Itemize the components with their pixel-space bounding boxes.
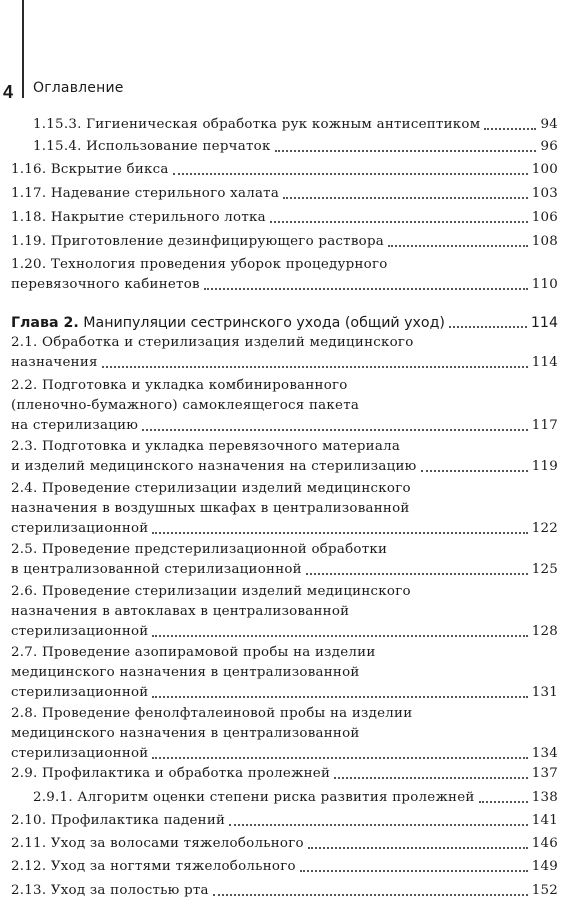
dot-leader — [421, 470, 528, 472]
toc-entry[interactable] — [11, 622, 558, 642]
dot-leader — [152, 696, 527, 698]
toc-entry[interactable] — [11, 764, 558, 784]
toc-entry[interactable] — [11, 811, 558, 831]
toc-entry-line: 2.5. Проведение предстерилизационной обработки — [11, 542, 388, 557]
toc-entry-title: 1.15.3. Гигиеническая обработка рук кожным антисептиком — [33, 117, 481, 132]
toc-entry-line: 2.4. Проведение стерилизации изделий медицинского — [11, 481, 411, 496]
toc-chapter[interactable] — [11, 313, 558, 333]
toc-entry-line: медицинского назначения в централизованной — [11, 665, 360, 680]
dot-leader — [300, 870, 528, 872]
toc-page-number: 138 — [531, 790, 558, 805]
toc-page-number: 128 — [531, 624, 558, 639]
toc-entry-title: стерилизационной — [11, 685, 149, 700]
dot-leader — [275, 150, 537, 152]
dot-leader — [388, 245, 528, 247]
toc-entry-title: 2.13. Уход за полостью рта — [11, 883, 209, 898]
toc-entry-title: 2.10. Профилактика падений — [11, 813, 226, 828]
dot-leader — [334, 777, 528, 779]
toc-entry[interactable] — [11, 834, 558, 854]
dot-leader — [152, 757, 527, 759]
dot-leader — [102, 366, 528, 368]
dot-leader — [173, 173, 528, 175]
toc-page-number: 96 — [540, 139, 558, 154]
dot-leader — [484, 128, 536, 130]
chapter-label: Глава 2. — [11, 315, 79, 331]
dot-leader — [449, 326, 527, 328]
toc-entry-title — [11, 313, 445, 333]
toc-page-number: 106 — [531, 210, 558, 225]
toc-entry[interactable] — [11, 232, 558, 252]
chapter-title: Манипуляции сестринского ухода (общий уход) — [78, 315, 445, 331]
toc-entry-line: назначения в воздушных шкафах в централизованной — [11, 501, 410, 516]
toc-page-number: 137 — [531, 766, 558, 781]
toc-entry-title: стерилизационной — [11, 521, 149, 536]
toc-page-number: 122 — [531, 521, 558, 536]
toc-entry-line: 2.8. Проведение фенолфталеиновой пробы на изделии — [11, 706, 413, 721]
toc-entry[interactable] — [11, 857, 558, 877]
toc-entry-title: назначения — [11, 355, 98, 370]
toc-entry-title: стерилизационной — [11, 624, 149, 639]
toc-entry[interactable] — [11, 457, 558, 477]
dot-leader — [229, 824, 527, 826]
toc-page-number: 146 — [531, 836, 558, 851]
toc-page-number: 117 — [531, 418, 558, 433]
page-number: 4 — [3, 82, 14, 102]
toc-entry-line: 2.7. Проведение азопирамовой пробы на изделии — [11, 645, 376, 660]
toc-page-number: 103 — [531, 186, 558, 201]
toc-entry[interactable] — [11, 560, 558, 580]
toc-entry[interactable] — [11, 275, 558, 295]
dot-leader — [204, 288, 528, 290]
dot-leader — [213, 894, 528, 896]
toc-entry[interactable] — [11, 184, 558, 204]
toc-entry-line: 2.1. Обработка и стерилизация изделий медицинского — [11, 335, 414, 350]
toc-entry-title: 2.9. Профилактика и обработка пролежней — [11, 766, 331, 781]
toc-entry-title: перевязочного кабинетов — [11, 277, 200, 292]
toc-entry-title: стерилизационной — [11, 746, 149, 761]
dot-leader — [142, 429, 528, 431]
toc-entry[interactable] — [11, 416, 558, 436]
toc-entry-title: 1.17. Надевание стерильного халата — [11, 186, 280, 201]
toc-entry[interactable] — [11, 353, 558, 373]
toc-entry-title: 1.19. Приготовление дезинфицирующего раствора — [11, 234, 384, 249]
toc-entry-title: 2.9.1. Алгоритм оценки степени риска развития пролежней — [33, 790, 475, 805]
toc-entry[interactable] — [33, 788, 558, 808]
toc-entry[interactable] — [11, 881, 558, 901]
dot-leader — [283, 197, 528, 199]
toc-page-number: 134 — [531, 746, 558, 761]
toc-page-number: 100 — [531, 162, 558, 177]
toc-entry[interactable] — [33, 115, 558, 135]
toc-page-number: 119 — [531, 459, 558, 474]
toc-entry[interactable] — [11, 683, 558, 703]
page-title: Оглавление — [33, 80, 124, 96]
toc-entry-title: на стерилизацию — [11, 418, 139, 433]
toc-page-number: 108 — [531, 234, 558, 249]
toc-entry-line: 1.20. Технология проведения уборок процедурного — [11, 257, 388, 272]
toc-page-number: 149 — [531, 859, 558, 874]
toc-entry-title: 2.12. Уход за ногтями тяжелобольного — [11, 859, 296, 874]
dot-leader — [308, 847, 528, 849]
toc-entry-title: в централизованной стерилизационной — [11, 562, 302, 577]
toc-page-number: 152 — [531, 883, 558, 898]
toc-page-number: 131 — [531, 685, 558, 700]
toc-entry-title: 1.16. Вскрытие бикса — [11, 162, 169, 177]
toc-entry[interactable] — [11, 519, 558, 539]
toc-page-number: 114 — [531, 355, 558, 370]
dot-leader — [152, 635, 527, 637]
toc-entry-title: и изделий медицинского назначения на стерилизацию — [11, 459, 417, 474]
toc-entry-line: назначения в автоклавах в централизованной — [11, 604, 350, 619]
dot-leader — [152, 532, 527, 534]
toc-entry[interactable] — [33, 137, 558, 157]
toc-entry-line: медицинского назначения в централизованной — [11, 726, 360, 741]
toc-entry[interactable] — [11, 744, 558, 764]
dot-leader — [479, 801, 528, 803]
toc-entry[interactable] — [11, 160, 558, 180]
toc-entry-line: (пленочно-бумажного) самоклеящегося пакета — [11, 398, 360, 413]
toc-entry[interactable] — [11, 208, 558, 228]
toc-entry-title: 1.15.4. Использование перчаток — [33, 139, 271, 154]
toc-entry-title: 2.11. Уход за волосами тяжелобольного — [11, 836, 304, 851]
toc-entry-line: 2.2. Подготовка и укладка комбинированного — [11, 378, 348, 393]
toc-page-number: 141 — [531, 813, 558, 828]
dot-leader — [306, 573, 528, 575]
toc-entry-line: 2.6. Проведение стерилизации изделий медицинского — [11, 584, 411, 599]
dot-leader — [270, 221, 528, 223]
toc-entry-line: 2.3. Подготовка и укладка перевязочного материала — [11, 439, 401, 454]
toc-entry-title: 1.18. Накрытие стерильного лотка — [11, 210, 266, 225]
toc-page-number: 125 — [531, 562, 558, 577]
toc-page-number: 94 — [540, 117, 558, 132]
toc-page-number: 114 — [530, 315, 558, 331]
toc-page-number: 110 — [531, 277, 558, 292]
